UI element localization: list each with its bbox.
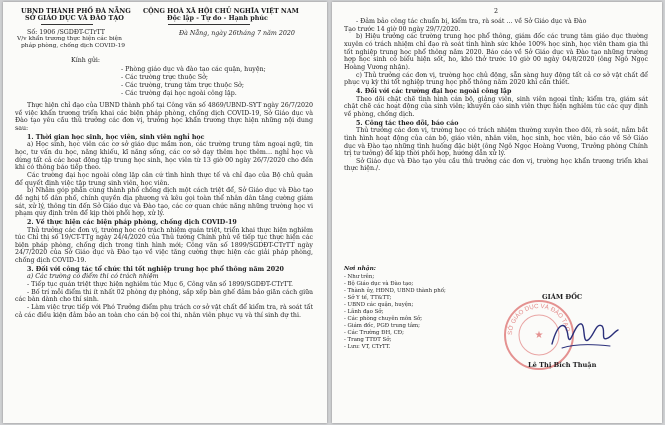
svg-text:★: ★ [534,330,544,341]
section-2-paragraph: Thủ trưởng các đơn vị, trường học có trách nhiệm quán triệt, triển khai thực hiện nghiêm túc Chỉ thị số 19/CT-TTg ngày 24/4/2020 của Thủ tướng Chính phủ về tiếp tục thực hiện các biện pháp phòng, chống dịch trong tình hình mới; Công văn số 1899/SGDĐT-CTrTT ngày 24/7/2020 của Sở Giáo dục và Đào tạo về việc tăng cường thực hiện các giải pháp phòng, chống dịch COVID-19. [15,226,313,265]
cc-item: - Thành ủy, HĐND, UBND thành phố; [344,288,446,294]
section-3-a2-paragraph: - Bố trí mỗi điểm thi ít nhất 02 phòng dự phòng, sắp xếp bàn ghế đảm bảo giãn cách giữa các bàn dành cho thí sinh. [15,288,313,304]
document-page-1 [3,2,327,423]
section-1-a2-paragraph: Các trường đại học ngoài công lập căn cứ tình hình thực tế và chỉ đạo của Bộ chủ quản để quyết định việc tập trung sinh viên, học viên. [15,171,313,187]
section-1-heading: 1. Thời gian học sinh, học viên, sinh viên nghỉ học [27,133,205,141]
section-1-b-paragraph: b) Nhằm góp phần cùng thành phố chống dịch một cách triệt để, Sở Giáo dục và Đào tạo đề nghị tổ dân phố, chính quyền địa phương và kêu gọi toàn thể nhân dân tăng cường giám sát, xử lý, thông tin đến Sở Giáo dục và Đào tạo, các cơ quan chức năng những trường học vi phạm quy định trên để kịp thời phối hợp, xử lý. [15,187,313,218]
page-number: 2 [494,8,499,15]
subject-line-1: V/v khẩn trương thực hiện các biện [17,36,122,42]
section-3-a-heading: a) Các trường có điểm thi có trách nhiệm [27,273,159,281]
cc-item: - Như trên; [344,274,375,280]
section-2-heading: 2. Về thực hiện các biện pháp phòng, chống dịch COVID-19 [27,218,237,226]
motto-underline [168,24,250,25]
cc-item: - Các phòng chuyên môn Sở; [344,316,423,322]
document-page-2 [332,2,662,423]
section-3-a1-paragraph: - Tiếp tục quán triệt thực hiện nghiêm túc Mục 6, Công văn số 1899/SGDĐT-CTrTT. [27,281,294,289]
republic-title: CỘNG HOÀ XÃ HỘI CHỦ NGHĨA VIỆT NAM [143,7,299,15]
cc-item: - Lưu: VT, CTrTT. [344,344,391,350]
recipient-label: Kính gửi: [71,57,101,64]
cc-item: - Trang TTĐT Sở; [344,337,392,343]
cc-item: - Bộ Giáo dục và Đào tạo; [344,281,414,287]
section-3-heading: 3. Đối với công tác tổ chức thi tốt nghiệp trung học phổ thông năm 2020 [27,265,284,273]
agency-underline [41,24,93,25]
document-body-page-2 [344,18,648,173]
subject-line-2: pháp phòng, chống dịch COVID-19 [21,43,126,49]
cc-item: - Lãnh đạo Sở; [344,309,384,315]
agency-line-1: UBND THÀNH PHỐ ĐÀ NẴNG [21,7,131,15]
recipient-item: - Phòng giáo dục và đào tạo các quận, huyện; [121,66,266,73]
cc-item: - Giám đốc, PGĐ trung tâm; [344,323,420,329]
continued-lead: - Đảm bảo công tác chuẩn bị, kiểm tra, rà soát … về Sở Giáo dục và Đào [356,18,587,25]
recipient-item: - Các trường đại học ngoài công lập. [121,90,237,97]
recipient-item: - Các trường, trung tâm trực thuộc Sở; [121,82,244,89]
cc-item: - Các Trường ĐH, CĐ; [344,330,404,336]
section-4-heading: 4. Đối với các trường đại học ngoài công lập [356,87,512,95]
cc-item: - UBND các quận, huyện; [344,302,414,308]
cc-label: Nơi nhận: [344,266,376,272]
place-and-date: Đà Nẵng, ngày 26tháng 7 năm 2020 [179,30,295,37]
section-4-paragraph: Theo dõi chặt chẽ tình hình cán bộ, giảng viên, sinh viên ngoại tỉnh; kiểm tra, giám sát chặt chẽ các hoạt động của sinh viên; khuyến cáo sinh viên thực hiện nghiêm túc các quy định về phòng, chống dịch. [344,95,648,118]
section-1-a-paragraph: a) Học sinh, học viên các cơ sở giáo dục mầm non, các trường trung tâm ngoại ngữ, tin học, tư vấn du học, năng khiếu, kĩ năng sống, các cơ sở dạy thêm học thêm… nghỉ học và dừng tất cả các hoạt động tập trung học sinh, học viên từ 13 giờ 00 ngày 26/7/2020 cho đến khi có thông báo tiếp theo. [15,141,313,172]
intro-paragraph: Thực hiện chỉ đạo của UBND thành phố tại Công văn số 4869/UBND-SYT ngày 26/7/2020 về việc khẩn trương triển khai các biện pháp phòng, chống dịch COVID-19, Sở Giáo dục và Đào tạo yêu cầu thủ trưởng các đơn vị, trường học khẩn trương thực hiện những nội dung sau: [15,102,313,132]
recipient-item: - Các trường trực thuộc Sở; [121,74,209,81]
section-3-a3-paragraph: - Làm việc trực tiếp với Phó Trưởng điểm phụ trách cơ sở vật chất để kiểm tra, rà soát tất cả các điều kiện đảm bảo an toàn cho cán bộ coi thi, nhân viên phục vụ và thí sinh dự thi. [15,304,313,319]
continued-text: Tạo trước 14 giờ 00 ngày 29/7/2020. [344,25,461,33]
handwritten-signature-icon [548,314,620,356]
national-motto: Độc lập - Tự do - Hạnh phúc [167,14,268,22]
item-b-paragraph: b) Hiệu trưởng các trường trung học phổ thông, giám đốc các trung tâm giáo dục thường xuyên có trách nhiệm chỉ đạo rà soát tình hình sức khỏe 100% học sinh, học viên tham gia thi tốt nghiệp trung học phổ thông năm 2020. Báo cáo về Sở Giáo dục và Đào tạo những trường hợp học sinh có biểu hiện sốt, ho, khó thở trước 10 giờ 00 ngày 04/8/2020 (ông Ngô Ngọc Hoàng Vương nhận). [344,33,648,71]
section-5-paragraph: Thủ trưởng các đơn vị, trường học có trách nhiệm thường xuyên theo dõi, rà soát, nắm bắt tình hình hoạt động của cán bộ, giáo viên, nhân viên, học sinh, học viên, báo cáo về Sở Giáo dục và Đào tạo những tình huống đặc biệt (ông Ngô Ngọc Hoàng Vương, Trưởng phòng Chính trị tư tưởng) để kịp thời phối hợp, hướng dẫn xử lý. [344,127,648,158]
svg-text:SỞ GIÁO DỤC VÀ ĐÀO TẠO: SỞ GIÁO DỤC VÀ ĐÀO TẠO [506,302,571,336]
agency-line-2: SỞ GIÁO DỤC VÀ ĐÀO TẠO [25,14,124,22]
signer-title: GIÁM ĐỐC [542,293,583,301]
document-body-page-1 [15,102,313,319]
document-number: Số: 1906 /SGDĐT-CTrTT [27,29,105,36]
cc-item: - Sở Y tế, TT&TT; [344,295,392,301]
signer-name: Lê Thị Bích Thuận [528,361,597,369]
item-c-paragraph: c) Thủ trưởng các đơn vị, trường học chủ động, sẵn sàng huy động tất cả cơ sở vật chất để phục vụ kỳ thi tốt nghiệp trung học phổ thông năm 2020 khi cần thiết. [344,71,648,87]
closing-paragraph: Sở Giáo dục và Đào tạo yêu cầu thủ trưởng các đơn vị, trường học khẩn trương triển khai thực hiện./. [344,157,648,173]
section-5-heading: 5. Công tác theo dõi, báo cáo [356,119,459,127]
